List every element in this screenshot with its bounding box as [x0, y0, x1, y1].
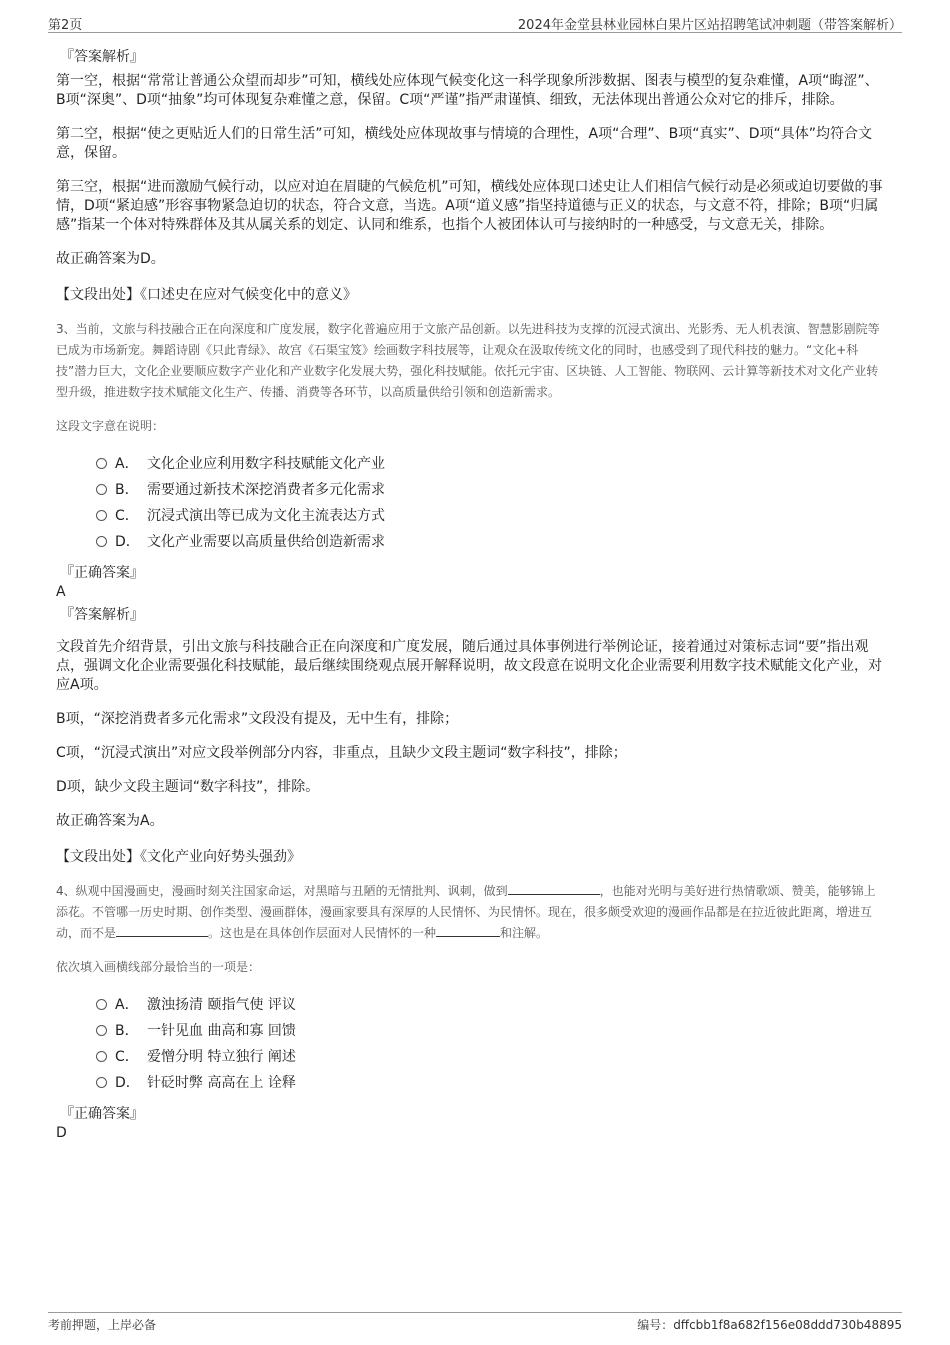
radio-icon[interactable]	[96, 1077, 107, 1088]
analysis-paragraph: 第二空，根据“使之更贴近人们的日常生活”可知，横线处应体现故事与情境的合理性，A项“合理”、B项“真实”、D项“具体”均符合文意，保留。	[56, 126, 872, 161]
radio-icon[interactable]	[96, 999, 107, 1010]
option-text: 一针见血 曲高和寡 回馈	[147, 1023, 296, 1039]
correct-answer-label: 『正确答案』	[60, 1106, 144, 1122]
option-letter: D．	[115, 534, 140, 550]
option-text: 爱憎分明 特立独行 阐述	[147, 1049, 296, 1065]
page-header	[48, 14, 902, 33]
radio-icon[interactable]	[96, 536, 107, 547]
question-3-prompt: 这段文字意在说明：	[56, 419, 165, 433]
radio-icon[interactable]	[96, 458, 107, 469]
source-citation: 【文段出处】《口述史在应对气候变化中的意义》	[56, 287, 357, 303]
option-letter: A．	[115, 456, 139, 472]
question-4-prompt: 依次填入画横线部分最恰当的一项是：	[56, 960, 261, 974]
option-letter: D．	[115, 1075, 140, 1091]
option-letter: A．	[115, 997, 139, 1013]
option-text: 文化企业应利用数字科技赋能文化产业	[147, 456, 385, 472]
question-3-text: 3、当前，文旅与科技融合正在向深度和广度发展，数字化普遍应用于文旅产品创新。以先进科技为支撑的沉浸式演出、光影秀、无人机表演、智慧影剧院等已成为市场新宠。舞蹈诗剧《只此青绿》、故宫《石渠宝笈》绘画数字科技展等，让观众在汲取传统文化的同时，也感受到了现代科技的魅力。“文化+科技”潜力巨大，文化企业要顺应数字产业化和产业数字化发展大势，强化科技赋能。依托元宇宙、区块链、人工智能、物联网、云计算等新技术对文化产业转型升级，推进数字技术赋能文化生产、传播、消费等各环节，以高质量供给引领和创造新需求。	[56, 322, 880, 399]
question-3-options	[96, 450, 886, 554]
option-b[interactable]	[96, 1017, 886, 1043]
page-content	[56, 38, 886, 1145]
question-4-options	[96, 991, 886, 1095]
q3-analysis	[56, 638, 886, 831]
analysis-paragraph: 第一空，根据“常常让普通公众望而却步”可知，横线处应体现气候变化这一科学现象所涉数据、图表与模型的复杂难懂，A项“晦涩”、B项“深奥”、D项“抽象”均可体现复杂难懂之意，保留。C项“严谨”指严肃谨慎、细致，无法体现出普通公众对它的排斥，排除。	[56, 73, 879, 108]
analysis-label: 『答案解析』	[60, 607, 144, 623]
analysis-paragraph: B项，“深挖消费者多元化需求”文段没有提及，无中生有，排除；	[56, 711, 459, 727]
analysis-paragraph: 故正确答案为D。	[56, 251, 165, 267]
option-text: 文化产业需要以高质量供给创造新需求	[147, 534, 385, 550]
option-c[interactable]	[96, 1043, 886, 1069]
question-4-part: 。这也是在具体创作层面对人民情怀的一种	[208, 926, 437, 940]
footer-slogan: 考前押题，上岸必备	[48, 1318, 157, 1332]
option-d[interactable]	[96, 1069, 886, 1095]
analysis-paragraph: D项，缺少文段主题词“数字科技”，排除。	[56, 779, 320, 795]
fill-blank	[116, 924, 208, 937]
radio-icon[interactable]	[96, 1051, 107, 1062]
source-citation: 【文段出处】《文化产业向好势头强劲》	[56, 849, 301, 865]
question-4-part: 4、纵观中国漫画史，漫画时刻关注国家命运，对黑暗与丑陋的无情批判、讽刺，做到	[56, 884, 508, 898]
q2-analysis	[56, 72, 886, 269]
radio-icon[interactable]	[96, 510, 107, 521]
correct-answer: D	[56, 1125, 67, 1141]
page-number: 第2页	[48, 18, 83, 33]
option-c[interactable]	[96, 502, 886, 528]
option-text: 针砭时弊 高高在上 诠释	[147, 1075, 296, 1091]
option-letter: C．	[115, 508, 139, 524]
analysis-label: 『答案解析』	[60, 49, 144, 65]
correct-answer-label: 『正确答案』	[60, 565, 144, 581]
analysis-paragraph: 故正确答案为A。	[56, 813, 164, 829]
document-title: 2024年金堂县林业园林白果片区站招聘笔试冲刺题（带答案解析）	[517, 18, 902, 33]
option-b[interactable]	[96, 476, 886, 502]
analysis-paragraph: C项，“沉浸式演出”对应文段举例部分内容，非重点，且缺少文段主题词“数字科技”，排除；	[56, 745, 627, 761]
radio-icon[interactable]	[96, 1025, 107, 1036]
option-text: 激浊扬清 颐指气使 评议	[147, 997, 296, 1013]
question-4-part: ，也能对光明与美好进行热情歌颂、赞美，能够锦上添花。不管哪一历史时期、创作类型、漫画群体，漫画家要具有深厚的人民情怀、为民情怀。现在，很多颇受欢迎的漫画作品都是在拉近彼此距离，增进互动，而不是	[56, 884, 876, 940]
fill-blank	[436, 924, 500, 937]
option-d[interactable]	[96, 528, 886, 554]
option-text: 沉浸式演出等已成为文化主流表达方式	[147, 508, 385, 524]
question-4-part: 和注解。	[500, 926, 549, 940]
radio-icon[interactable]	[96, 484, 107, 495]
correct-answer: A	[56, 584, 66, 600]
option-a[interactable]	[96, 991, 886, 1017]
analysis-paragraph: 第三空，根据“进而激励气候行动，以应对迫在眉睫的气候危机”可知，横线处应体现口述史让人们相信气候行动是必须或迫切要做的事情，D项“紧迫感”形容事物紧急迫切的状态，符合文意，当选。A项“道义感”指坚持道德与正义的状态，与文意不符，排除；B项“归属感”指某一个体对特殊群体及其从属关系的划定、认同和维系，也指个人被团体认可与接纳时的一种感受，与文意无关，排除。	[56, 179, 883, 233]
document-code: 编号：dffcbb1f8a682f156e08ddd730b48895	[637, 1318, 902, 1332]
fill-blank	[508, 882, 600, 895]
analysis-paragraph: 文段首先介绍背景，引出文旅与科技融合正在向深度和广度发展，随后通过具体事例进行举例论证，接着通过对策标志词“要”指出观点，强调文化企业需要强化科技赋能，最后继续围绕观点展开解释说明，故文段意在说明文化企业需要利用数字技术赋能文化产业，对应A项。	[56, 639, 882, 693]
option-text: 需要通过新技术深挖消费者多元化需求	[147, 482, 385, 498]
option-a[interactable]	[96, 450, 886, 476]
option-letter: C．	[115, 1049, 139, 1065]
question-4-text	[56, 881, 886, 944]
page-footer	[48, 1312, 902, 1332]
option-letter: B．	[115, 482, 139, 498]
option-letter: B．	[115, 1023, 139, 1039]
